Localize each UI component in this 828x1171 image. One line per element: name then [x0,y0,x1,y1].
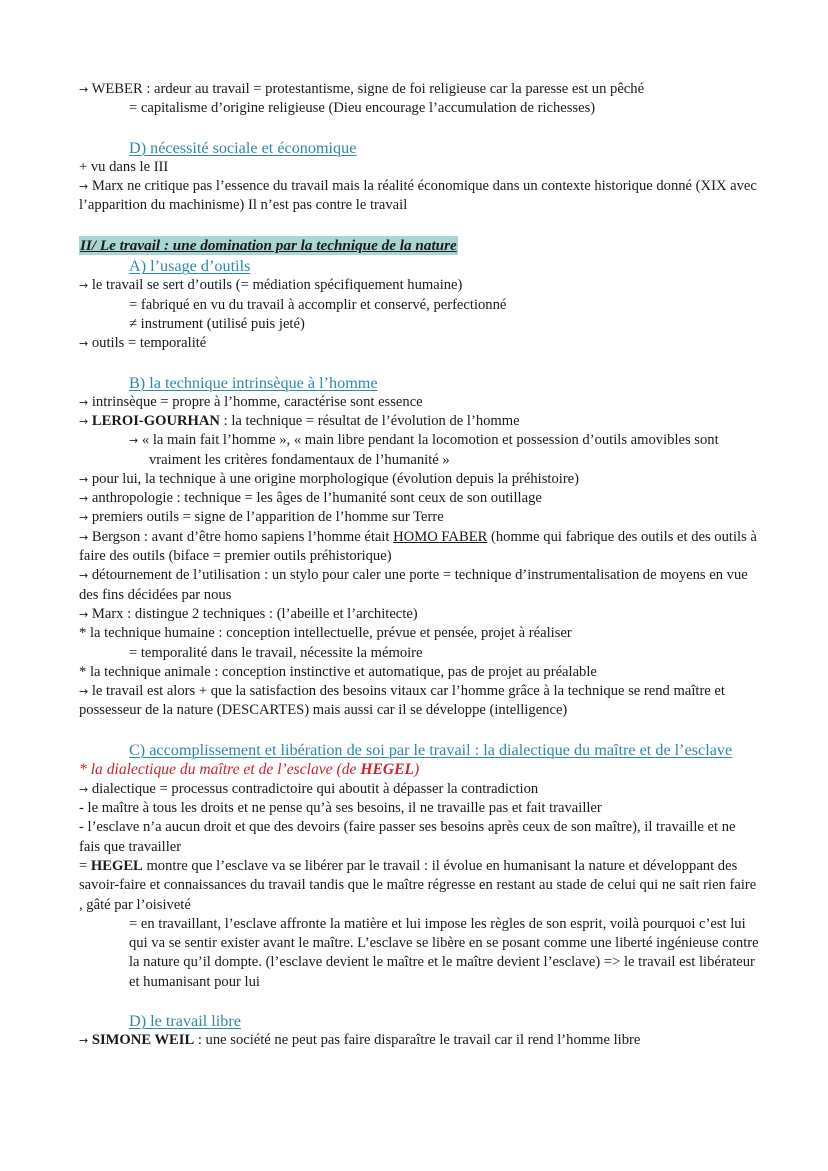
arrow-icon: → [79,472,89,486]
hand-quote-text: « la main fait l’homme », « main libre pendant la locomotion et possession d’outils amovibles sont vraiment les critères fondamentaux de l’humanité » [138,432,719,468]
arrow-icon: → [79,395,89,409]
human-technique-line: * la technique humaine : conception intellectuelle, prévue et pensée, projet à réaliser [79,625,572,642]
hegel-dialectic-heading [79,760,759,780]
arrow-icon: → [129,434,139,448]
spacer [79,721,759,740]
marx-text: Marx ne critique pas l’essence du travail mais la réalité économique dans un contexte historique donné (XIX avec l’apparition du machinisme) Il n’est pas contre le travail [79,177,757,214]
subheading-d-free-work: D) le travail libre [129,1011,241,1030]
diversion-text: détournement de l’utilisation : un stylo pour caler une porte = technique d’instrumentalisation de moyens en vue des fins décidées par nous [79,567,748,603]
bergson-line [79,528,759,567]
dialectic-heading-text: * la dialectique du maître et de l’esclave (de [79,760,361,778]
anthropology-text: anthropologie : technique = les âges de l’humanité sont ceux de son outillage [88,490,542,507]
mastery-text: le travail est alors + que la satisfaction des besoins vitaux car l’homme grâce à la technique se rend maître et possesseur de la nature (DESCARTES) mais aussi car il se développe (intelligence) [79,683,725,719]
morphology-text: pour lui, la technique à une origine morphologique (évolution depuis la préhistoire) [88,470,580,487]
subheading-b-technique: B) la technique intrinsèque à l’homme [129,373,378,392]
arrow-icon: → [79,83,89,96]
arrow-icon: → [79,569,89,583]
subheading-c-dialectic: C) accomplissement et libération de soi par le travail : la dialectique du maître et de l’esclave [129,740,733,759]
subheading-d-social: D) nécessité sociale et économique [129,138,357,157]
marx-techniques-line [79,605,759,624]
section-ii-wrapper [79,236,759,256]
simone-weil-name: SIMONE WEIL [88,1031,195,1048]
subheading-a-tools: A) l’usage d’outils [129,257,251,276]
arrow-icon: → [79,414,89,428]
hand-quote-line [79,431,759,470]
hegel-name: HEGEL [360,760,415,778]
arrow-icon: → [79,279,89,293]
made-for-work-line: = fabriqué en vu du travail à accomplir et conservé, perfectionné [129,296,507,313]
temporality-line [79,334,759,353]
dialectic-definition-text: dialectique = processus contradictoire qui aboutit à dépasser la contradiction [88,780,539,797]
leroi-name: LEROI-GOURHAN [88,412,220,429]
bergson-text: Bergson : avant d’être homo sapiens l’homme était [88,528,394,545]
arrow-icon: → [79,607,89,621]
arrow-icon: → [79,492,89,506]
morphology-line [79,470,759,489]
simone-weil-text: : une société ne peut pas faire disparaître le travail car il rend l’homme libre [194,1031,641,1048]
spacer [79,354,759,373]
master-line: - le maître à tous les droits et ne pense qu’à ses besoins, il ne travaille pas et fait travailler [79,800,602,817]
section-ii-heading: II/ Le travail : une domination par la technique de la nature [80,237,457,255]
diversion-line [79,566,759,605]
dialectic-heading-end: ) [414,760,420,778]
bergson-text-end: (homme qui fabrique des outils et des outils à faire des outils (biface = premier outils préhistorique) [79,528,757,565]
slave-line: - l’esclave n’a aucun droit et que des devoirs (faire passer ses besoins après ceux de son maître), il travaille et ne fais que travailler [79,819,736,855]
intrinsic-text: intrinsèque = propre à l’homme, caractérise sont essence [88,393,423,410]
intrinsic-line [79,393,759,412]
arrow-icon: → [79,530,89,544]
temporality-text: outils = temporalité [88,335,207,352]
anthropology-line [79,489,759,508]
spacer [79,215,759,236]
weber-line [79,80,759,99]
weber-text: WEBER : ardeur au travail = protestantisme, signe de foi religieuse car la paresse est un pêché [88,81,645,97]
marx-line [79,177,759,216]
arrow-icon: → [79,337,89,351]
tools-text: le travail se sert d’outils (= médiation spécifiquement humaine) [88,277,463,294]
document-page [79,80,759,1050]
arrow-icon: → [79,511,89,525]
arrow-icon: → [79,179,89,193]
hegel-text: montre que l’esclave va se libérer par le travail : il évolue en humanisant la nature et développant des savoir-faire et connaissances du travail tandis que le maître régresse en restant au stade de celui qui ne sait rien faire , gâté par l’oisiveté [79,857,757,913]
instrument-line: ≠ instrument (utilisé puis jeté) [129,316,305,333]
mastery-line [79,682,759,721]
seen-in-iii-line: + vu dans le III [79,158,169,175]
leroi-text: : la technique = résultat de l’évolution de l’homme [219,412,520,429]
animal-technique-line: * la technique animale : conception instinctive et automatique, pas de projet au préalable [79,663,597,680]
simone-weil-line [79,1031,759,1050]
hegel-line [79,857,759,915]
working-slave-line: = en travaillant, l’esclave affronte la matière et lui impose les règles de son esprit, voilà pourquoi c’est lui qui va se sentir exister avant le maître. L’esclave se libère en se posant comme une liberté ingénieuse contre la nature qu’il dompte. (l’esclave devient le maître et le maître devient l’esclave) => le travail est libérateur et humanisant pour lui [129,915,759,990]
memory-line: = temporalité dans le travail, nécessite la mémoire [129,644,423,661]
first-tools-line [79,508,759,527]
homo-faber-term: HOMO FABER [393,528,488,545]
dialectic-definition-line [79,780,759,799]
spacer [79,119,759,138]
spacer [79,992,759,1011]
marx-techniques-text: Marx : distingue 2 techniques : (l’abeille et l’architecte) [88,605,418,622]
arrow-icon: → [79,782,89,796]
hegel-bold: HEGEL [90,857,143,874]
capitalism-line: = capitalisme d’origine religieuse (Dieu encourage l’accumulation de richesses) [129,100,596,117]
leroi-line [79,412,759,431]
arrow-icon: → [79,1033,89,1047]
arrow-icon: → [79,685,89,699]
first-tools-text: premiers outils = signe de l’apparition de l’homme sur Terre [88,509,444,526]
tools-line [79,276,759,295]
hegel-prefix: = [79,857,91,874]
